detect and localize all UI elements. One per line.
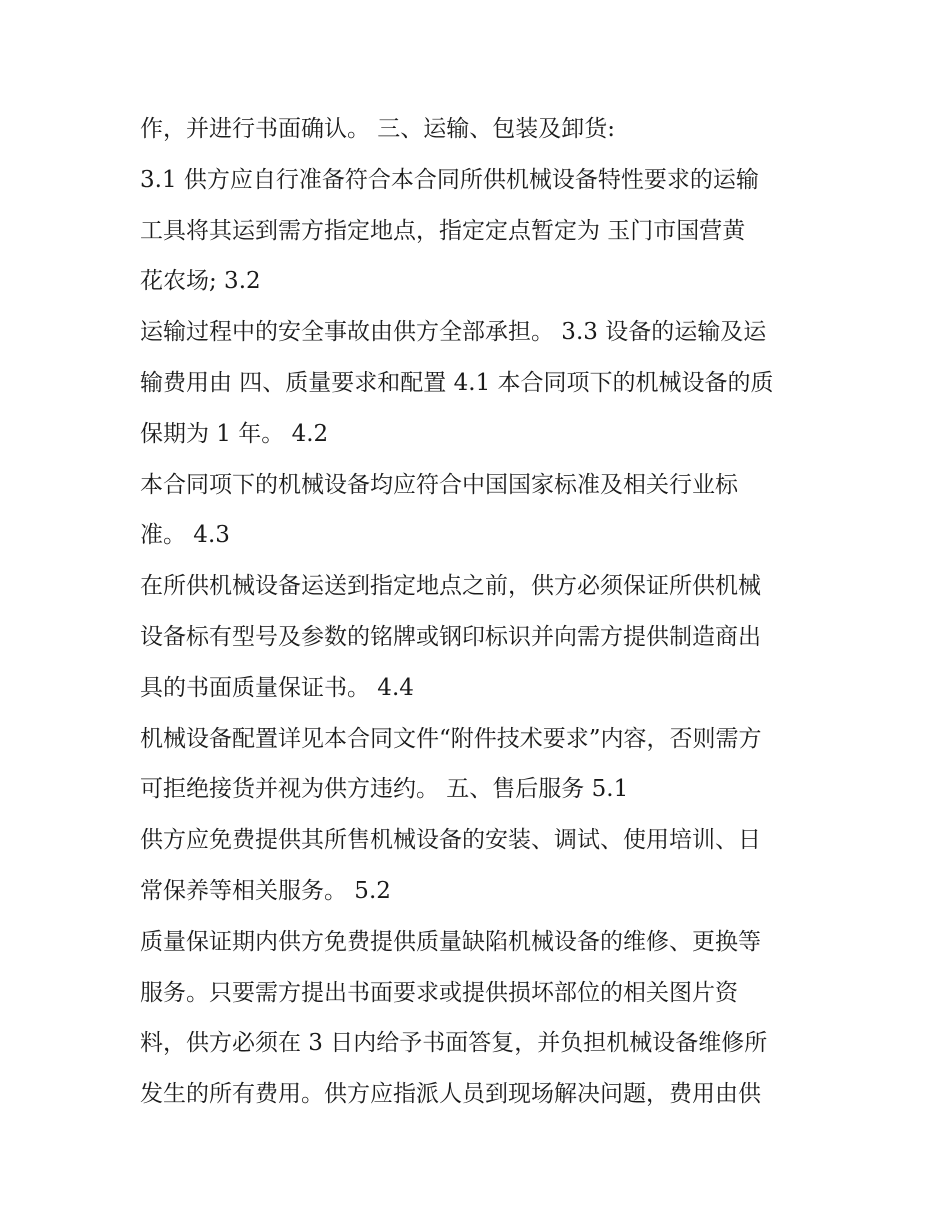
text-line: 本合同项下的机械设备均应符合中国国家标准及相关行业标 [140, 471, 738, 498]
text-line: 发生的所有费用。供方应指派人员到现场解决问题，费用由供 [140, 1081, 761, 1108]
text-line: 质量保证期内供方免费提供质量缺陷机械设备的维修、更换等 [140, 928, 761, 955]
text-line: 在所供机械设备运送到指定地点之前，供方必须保证所供机械 [140, 573, 761, 600]
text-line: 3.1 供方应自行准备符合本合同所供机械设备特性要求的运输 [140, 166, 759, 193]
text-line: 可拒绝接货并视为供方违约。 五、售后服务 5.1 [140, 776, 629, 803]
text-line: 服务。只要需方提出书面要求或提供损坏部位的相关图片资 [140, 979, 738, 1006]
text-line: 准。 4.3 [140, 522, 230, 549]
text-line: 花农场; 3.2 [140, 268, 261, 295]
text-line: 具的书面质量保证书。 4.4 [140, 674, 414, 701]
text-line: 作，并进行书面确认。 三、运输、包装及卸货: [140, 116, 616, 142]
text-line: 运输过程中的安全事故由供方全部承担。 3.3 设备的运输及运 [140, 319, 767, 346]
text-line: 常保养等相关服务。 5.2 [140, 877, 391, 904]
contract-body-text [140, 104, 830, 1120]
text-line: 供方应免费提供其所售机械设备的安装、调试、使用培训、日 [140, 827, 761, 854]
text-line: 料，供方必须在 3 日内给予书面答复，并负担机械设备维修所 [140, 1030, 768, 1057]
text-line: 工具将其运到需方指定地点，指定定点暂定为 玉门市国营黄 [140, 217, 746, 244]
text-line: 输费用由 四、质量要求和配置 4.1 本合同项下的机械设备的质 [140, 369, 774, 396]
text-line: 设备标有型号及参数的铭牌或钢印标识并向需方提供制造商出 [140, 623, 761, 650]
text-line: 机械设备配置详见本合同文件“附件技术要求”内容，否则需方 [140, 725, 762, 752]
text-line: 保期为 1 年。 4.2 [140, 420, 329, 447]
